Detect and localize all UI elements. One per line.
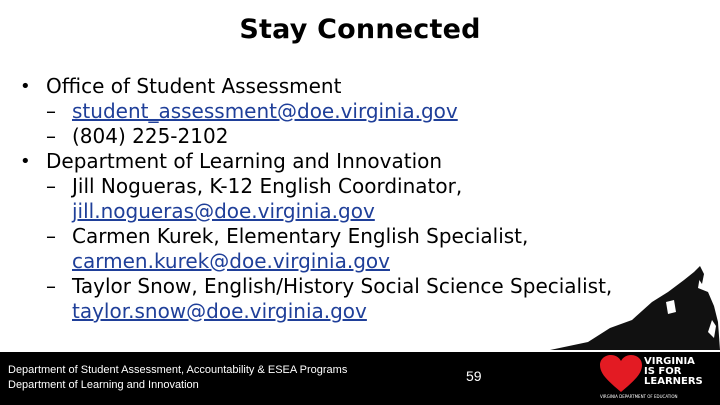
email-link[interactable]: taylor.snow@doe.virginia.gov (72, 299, 367, 323)
email-link[interactable]: student_assessment@doe.virginia.gov (72, 99, 458, 123)
footer-text (8, 363, 347, 393)
sub-item-email (20, 99, 660, 124)
list-item-office (20, 74, 660, 99)
sub-item-contact (20, 174, 660, 224)
dash-icon: – (46, 224, 56, 248)
footer-line-1: Department of Student Assessment, Accountability & ESEA Programs (8, 364, 348, 376)
list-item-department (20, 149, 660, 174)
dash-icon: – (46, 274, 56, 298)
bullet-icon: • (20, 151, 31, 172)
logo-line-2: IS FOR (644, 366, 682, 377)
list-item-text: Department of Learning and Innovation (46, 149, 443, 173)
footer-line-2: Department of Learning and Innovation (8, 379, 199, 391)
footer-bar (0, 352, 720, 405)
slide-title: Stay Connected (239, 14, 481, 45)
virginia-map-graphic (548, 262, 720, 352)
page-number: 59 (466, 368, 482, 384)
dash-icon: – (46, 174, 56, 198)
logo-subtitle: VIRGINIA DEPARTMENT OF EDUCATION (600, 394, 678, 399)
virginia-is-for-learners-logo (596, 352, 720, 405)
bullet-icon: • (20, 76, 31, 97)
phone-number: (804) 225-2102 (72, 124, 229, 148)
contact-name: Jill Nogueras, K-12 English Coordinator, (72, 174, 463, 198)
logo-line-3: LEARNERS (644, 376, 703, 387)
email-link[interactable]: jill.nogueras@doe.virginia.gov (72, 199, 375, 223)
sub-item-phone (20, 124, 660, 149)
logo-line-1: VIRGINIA (644, 356, 695, 367)
contact-name: Taylor Snow, English/History Social Science Specialist, (72, 274, 613, 298)
heart-icon (600, 355, 642, 393)
logo-wordmark (644, 357, 716, 387)
email-link[interactable]: carmen.kurek@doe.virginia.gov (72, 249, 390, 273)
dash-icon: – (46, 99, 56, 123)
dash-icon: – (46, 124, 56, 148)
contact-name: Carmen Kurek, Elementary English Specialist, (72, 224, 529, 248)
list-item-text: Office of Student Assessment (46, 74, 342, 98)
